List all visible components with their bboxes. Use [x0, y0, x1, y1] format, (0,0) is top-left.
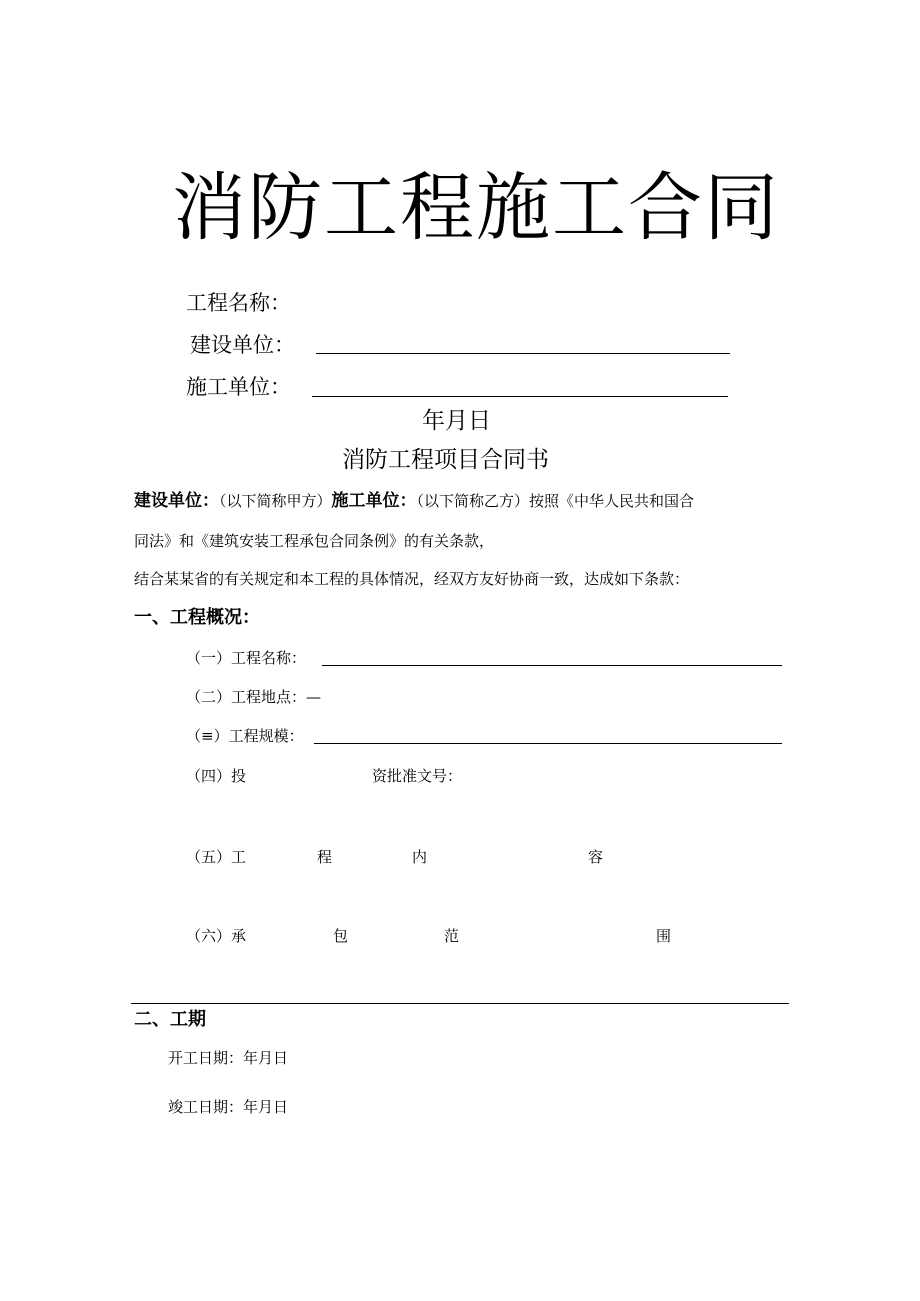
end-date-label: 竣工日期：年月日: [168, 1098, 289, 1116]
item-approval-label-a: （四）投: [186, 767, 247, 785]
intro-contractor-label: 施工单位：: [331, 491, 417, 511]
cover-contractor-label: 施工单位：: [186, 375, 291, 399]
cover-builder-underline: [316, 353, 730, 354]
section-divider: [131, 1003, 789, 1004]
cover-project-name-label: 工程名称：: [186, 291, 291, 315]
cover-builder-label: 建设单位：: [190, 333, 295, 357]
item-scope-label-a: （六）承: [186, 927, 247, 945]
item-project-name-underline: [322, 665, 782, 666]
date-line: 年月日: [422, 408, 491, 434]
section-1-heading: 一、工程概况：: [134, 607, 260, 628]
intro-line-2: 同法》和《建筑安装工程承包合同条例》的有关条款，: [134, 532, 495, 550]
item-scope-label-d: 围: [656, 927, 672, 945]
intro-builder-note: （以下简称甲方）: [219, 492, 332, 510]
item-scope-label-c: 范: [444, 927, 460, 945]
section-2-heading: 二、工期: [134, 1009, 206, 1030]
item-content-label-c: 内: [412, 848, 428, 866]
item-project-scale-label: （≡）工程规模：: [186, 727, 304, 745]
item-approval-label-b: 资批准文号：: [372, 767, 463, 785]
item-scope-label-b: 包: [333, 927, 349, 945]
document-title: 消防工程施工合同: [172, 165, 780, 251]
intro-line-3: 结合某某省的有关规定和本工程的具体情况，经双方友好协商一致，达成如下条款：: [134, 570, 690, 588]
item-content-label-b: 程: [317, 848, 333, 866]
intro-line-1: [134, 490, 694, 512]
start-date-label: 开工日期：年月日: [168, 1049, 289, 1067]
item-project-name-label: （一）工程名称：: [186, 649, 307, 667]
item-content-label-a: （五）工: [186, 848, 247, 866]
item-project-location-label: （二）工程地点：—: [186, 688, 322, 706]
item-content-label-d: 容: [588, 848, 604, 866]
cover-contractor-underline: [312, 396, 728, 397]
intro-builder-label: 建设单位：: [134, 491, 219, 511]
item-project-scale-underline: [314, 743, 782, 744]
contract-subtitle: 消防工程项目合同书: [342, 447, 549, 473]
intro-contractor-note: （以下简称乙方）按照《中华人民共和国合: [416, 492, 695, 510]
